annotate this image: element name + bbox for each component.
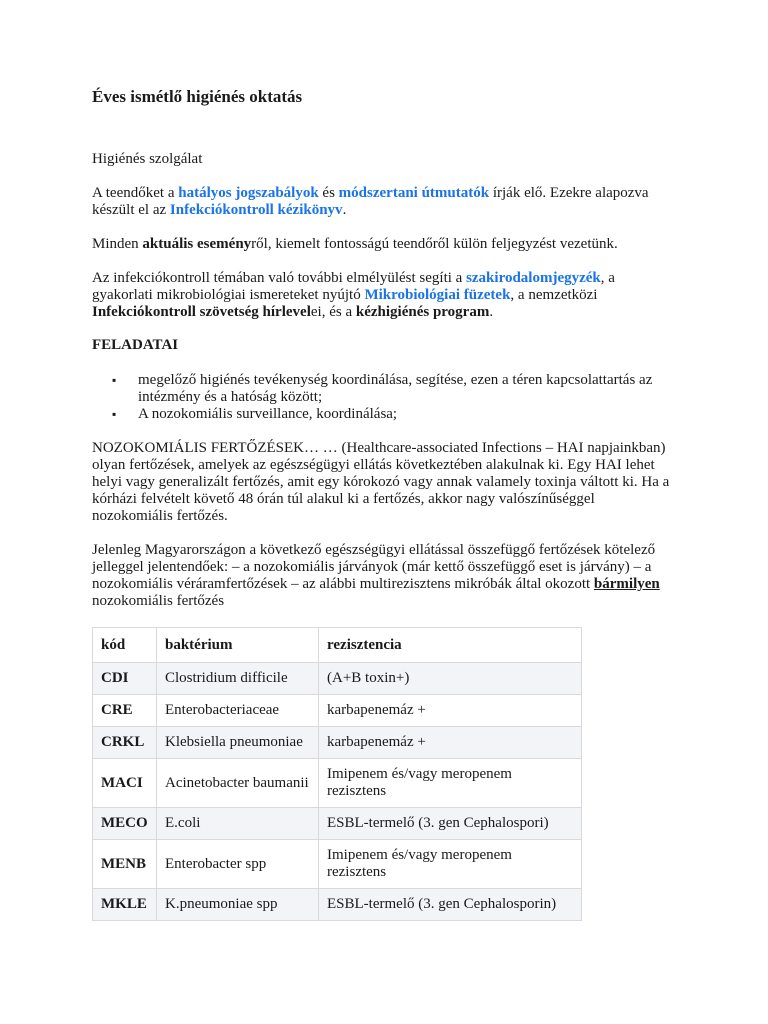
header-code: kód bbox=[93, 628, 157, 663]
text: . bbox=[342, 202, 347, 218]
cell-bacterium: Enterobacteriaceae bbox=[157, 695, 319, 727]
underlined-text: bármilyen bbox=[593, 576, 660, 592]
text: nozokomiális fertőzés bbox=[92, 593, 225, 609]
text: Jelenleg Magyarországon a következő egészségügyi ellátással összefüggő fertőzések kötelező jelleggel jelentendőek: – a nozokomiális járványok (már kettő összefüggő eset is járvány) – a nozokomiális véráramfertőzések – az alábbi multirezisztens mikróbák által okozott bbox=[92, 542, 656, 592]
cell-resistance: ESBL-termelő (3. gen Cephalospori) bbox=[319, 808, 582, 840]
text: írják elő. Ezekre alapozva készült el az bbox=[92, 185, 649, 218]
intro-paragraph bbox=[92, 185, 678, 219]
cell-resistance: karbapenemáz + bbox=[319, 727, 582, 759]
list-item: ▪ megelőző higiénés tevékenység koordinálása, segítése, ezen a téren kapcsolattartás az intézmény és a hatóság között; bbox=[92, 372, 678, 406]
bold-text: Infekciókontroll szövetség hírlevel bbox=[92, 304, 311, 320]
text: , a gyakorlati mikrobiológiai ismereteket nyújtó bbox=[92, 270, 615, 303]
hai-paragraph: NOZOKOMIÁLIS FERTŐZÉSEK… … (Healthcare-associated Infections – HAI napjainkban) olyan fertőzések, amelyek az egészségügyi ellátás következtében alakulnak ki. Egy HAI lehet helyi vagy generalizált fertőzés, amit egy kórokozó vagy annak valamely toxinja váltott ki. Ha a kórházi felvételt követő 48 órán túl alakul ki a fertőzés, akkor nagy valószínűséggel nozokomiális fertőzés. bbox=[92, 440, 670, 524]
table-row bbox=[93, 808, 582, 840]
text: A teendőket a bbox=[92, 185, 179, 201]
cell-code: CDI bbox=[93, 663, 157, 695]
reporting-paragraph bbox=[92, 542, 678, 610]
cell-code: MECO bbox=[93, 808, 157, 840]
cell-code: MENB bbox=[93, 840, 157, 889]
bold-text: aktuális esemény bbox=[142, 236, 252, 252]
text: Az infekciókontroll témában való további elmélyülést segíti a bbox=[92, 270, 467, 286]
service-name: Higiénés szolgálat bbox=[92, 151, 203, 167]
cell-bacterium: Acinetobacter baumanii bbox=[157, 759, 319, 808]
table-row bbox=[93, 663, 582, 695]
link-bibliography[interactable]: szakirodalomjegyzék bbox=[466, 270, 601, 286]
table-row bbox=[93, 840, 582, 889]
cell-code: MKLE bbox=[93, 889, 157, 921]
text: ei, és a bbox=[310, 304, 356, 320]
tasks-heading: FELADATAI bbox=[92, 337, 179, 353]
link-microbiology-booklets[interactable]: Mikrobiológiai füzetek bbox=[364, 287, 511, 303]
events-paragraph bbox=[92, 236, 678, 253]
table-row bbox=[93, 889, 582, 921]
cell-bacterium: Klebsiella pneumoniae bbox=[157, 727, 319, 759]
text: ről, kiemelt fontosságú teendőről külön feljegyzést vezetünk. bbox=[251, 236, 618, 252]
list-item: ▪ A nozokomiális surveillance, koordinálása; bbox=[92, 406, 678, 423]
table-row bbox=[93, 727, 582, 759]
cell-resistance: ESBL-termelő (3. gen Cephalosporin) bbox=[319, 889, 582, 921]
cell-resistance: karbapenemáz + bbox=[319, 695, 582, 727]
pathogen-table bbox=[92, 627, 582, 921]
cell-code: CRKL bbox=[93, 727, 157, 759]
tasks-list bbox=[92, 372, 678, 423]
cell-bacterium: Enterobacter spp bbox=[157, 840, 319, 889]
cell-resistance: Imipenem és/vagy meropenem rezisztens bbox=[319, 759, 582, 808]
table-row bbox=[93, 759, 582, 808]
cell-resistance: Imipenem és/vagy meropenem rezisztens bbox=[319, 840, 582, 889]
text: és bbox=[318, 185, 339, 201]
cell-bacterium: E.coli bbox=[157, 808, 319, 840]
text: . bbox=[489, 304, 494, 320]
link-handbook[interactable]: Infekciókontroll kézikönyv bbox=[169, 202, 343, 218]
link-regulations[interactable]: hatályos jogszabályok bbox=[178, 185, 319, 201]
link-guidelines[interactable]: módszertani útmutatók bbox=[338, 185, 490, 201]
cell-resistance: (A+B toxin+) bbox=[319, 663, 582, 695]
table-row bbox=[93, 695, 582, 727]
header-bacterium: baktérium bbox=[157, 628, 319, 663]
cell-code: CRE bbox=[93, 695, 157, 727]
cell-bacterium: K.pneumoniae spp bbox=[157, 889, 319, 921]
cell-bacterium: Clostridium difficile bbox=[157, 663, 319, 695]
text: , a nemzetközi bbox=[510, 287, 598, 303]
resources-paragraph bbox=[92, 270, 678, 321]
text: Minden bbox=[92, 236, 143, 252]
table-header-row bbox=[93, 628, 582, 663]
cell-code: MACI bbox=[93, 759, 157, 808]
bold-text: kézhigiénés program bbox=[355, 304, 490, 320]
page-title: Éves ismétlő higiénés oktatás bbox=[92, 87, 303, 106]
header-resistance: rezisztencia bbox=[319, 628, 582, 663]
